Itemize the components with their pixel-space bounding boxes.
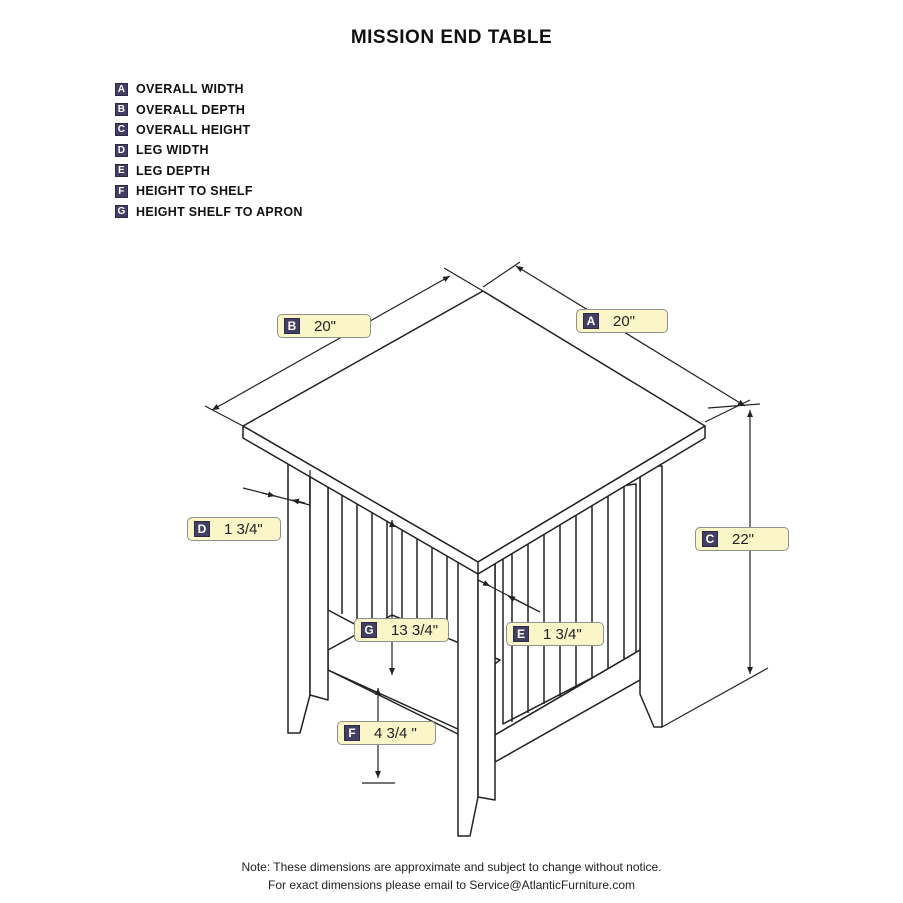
legend-label-f: HEIGHT TO SHELF	[136, 184, 253, 199]
callout-b-overall-depth	[277, 314, 371, 338]
front-leg	[458, 555, 495, 836]
back-right-leg	[640, 466, 662, 727]
callout-value-c: 22"	[732, 530, 755, 548]
left-leg	[288, 455, 328, 733]
callout-d-leg-width	[187, 517, 281, 541]
callout-value-g: 13 3/4"	[391, 621, 439, 639]
legend-label-e: LEG DEPTH	[136, 163, 211, 178]
legend-label-a: OVERALL WIDTH	[136, 82, 244, 97]
callout-badge-f: F	[344, 725, 360, 741]
legend-label-b: OVERALL DEPTH	[136, 102, 246, 117]
callout-badge-c: C	[702, 531, 718, 547]
key-badge-e: E	[115, 164, 128, 177]
callout-value-d: 1 3/4"	[224, 520, 263, 538]
callout-value-e: 1 3/4"	[543, 625, 582, 643]
key-badge-c: C	[115, 123, 128, 136]
callout-value-f: 4 3/4 "	[374, 724, 417, 742]
callout-g-height-shelf-to-apron	[354, 618, 449, 642]
callout-e-leg-depth	[506, 622, 604, 646]
callout-c-overall-height	[695, 527, 789, 551]
disclaimer-line-2: For exact dimensions please email to Service@AtlanticFurniture.com	[268, 878, 635, 892]
callout-badge-a: A	[583, 313, 599, 329]
key-badge-g: G	[115, 205, 128, 218]
callout-badge-b: B	[284, 318, 300, 334]
callout-badge-d: D	[194, 521, 210, 537]
callout-value-b: 20"	[314, 317, 337, 335]
callout-a-overall-width	[576, 309, 668, 333]
key-badge-f: F	[115, 185, 128, 198]
callout-f-height-to-shelf	[337, 721, 436, 745]
key-badge-d: D	[115, 144, 128, 157]
legend-label-d: LEG WIDTH	[136, 143, 209, 158]
callout-value-a: 20"	[613, 312, 636, 330]
callout-badge-e: E	[513, 626, 529, 642]
diagram-title: MISSION END TABLE	[350, 27, 553, 48]
key-badge-a: A	[115, 83, 128, 96]
key-badge-b: B	[115, 103, 128, 116]
legend-label-c: OVERALL HEIGHT	[136, 122, 251, 137]
disclaimer-line-1: Note: These dimensions are approximate and subject to change without notice.	[241, 860, 662, 874]
disclaimer-note	[0, 858, 903, 894]
legend-label-g: HEIGHT SHELF TO APRON	[136, 204, 303, 219]
callout-badge-g: G	[361, 622, 377, 638]
